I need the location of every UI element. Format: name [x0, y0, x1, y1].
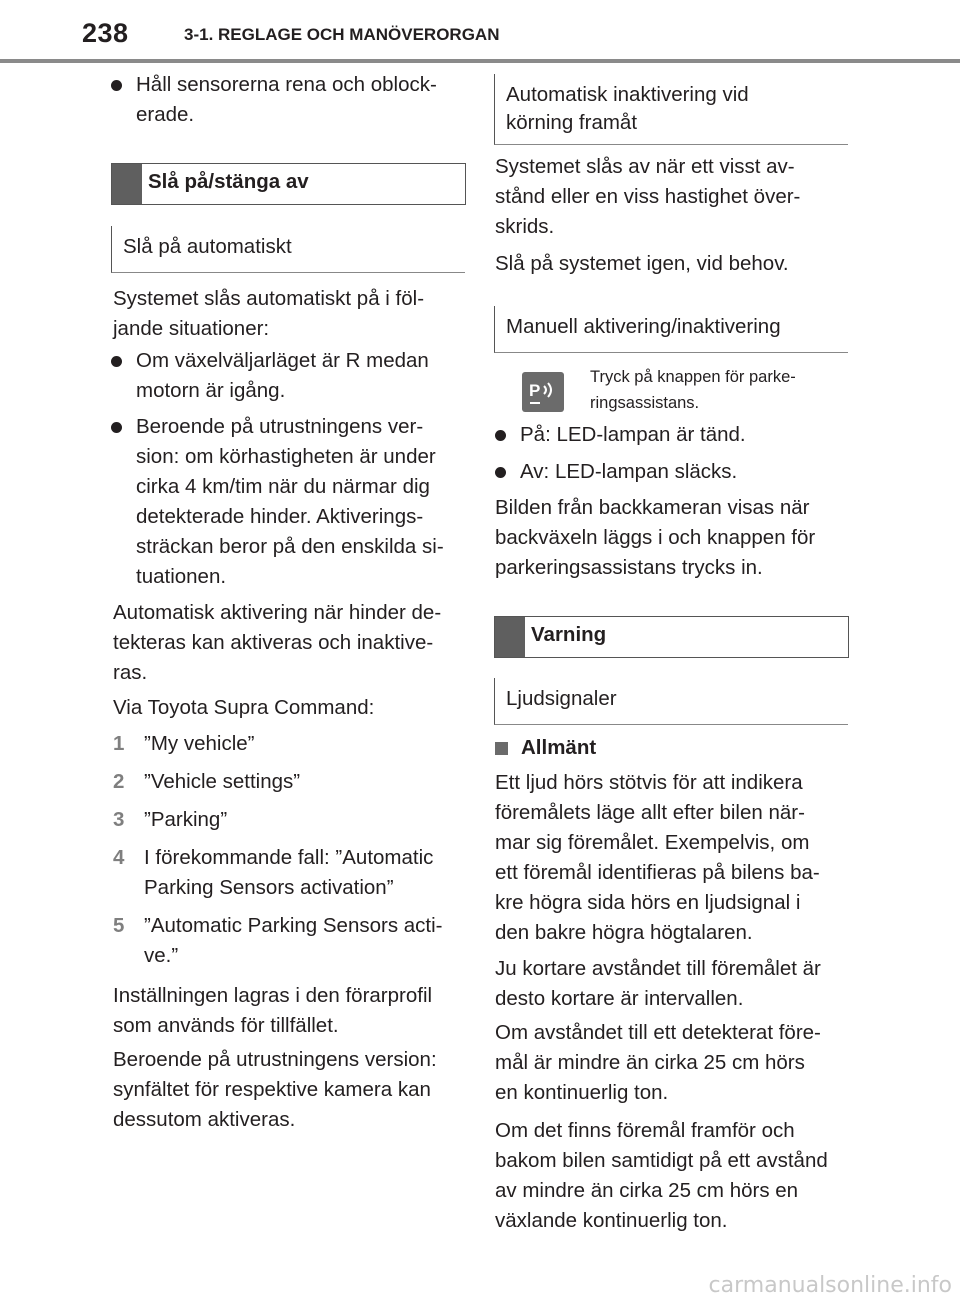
step-number: 1: [113, 732, 125, 755]
page-number: 238: [82, 18, 129, 48]
subsection-sound-signals: [494, 678, 848, 725]
bullet-dot: [111, 80, 122, 91]
icon-caption: Tryck på knappen för parke- ringsassistans.: [590, 368, 796, 412]
camera-paragraph: Bilden från backkameran visas när backväxeln läggs i och knappen för parkeringsassistans trycks in.: [495, 496, 816, 579]
deactivation-paragraph: Systemet slås av när ett visst av- stånd eller en viss hastighet över- skrids.: [495, 155, 801, 238]
bullet-dot: [495, 430, 506, 441]
auto-activation-paragraph: Automatisk aktivering när hinder de- tekteras kan aktiveras och inaktive- ras.: [113, 601, 442, 684]
reactivate-text: Slå på systemet igen, vid behov.: [495, 252, 789, 275]
subsection-manual: [494, 306, 848, 353]
subsection-title: Slå på automatiskt: [123, 235, 292, 258]
section-header-bar: [112, 164, 142, 204]
subsection-auto-deactivation: [494, 74, 848, 145]
general-heading: Allmänt: [495, 733, 570, 763]
bullet-dot: [111, 422, 122, 433]
via-command-text: Via Toyota Supra Command:: [113, 696, 375, 719]
section-header-bar: [495, 617, 525, 657]
section-title: Varning: [531, 623, 607, 646]
section-header-on-off: [111, 163, 466, 205]
parking-assist-glyph: [522, 372, 564, 412]
subsection-auto-on: [111, 226, 465, 273]
intro-paragraph: Systemet slås automatiskt på i föl- jande situationer:: [113, 287, 425, 340]
alternating-tone-paragraph: Om det finns föremål framför och bakom bilen samtidigt på ett avstånd av mindre än cirka 25 cm hörs en växlande kontinuerlig ton.: [495, 1119, 828, 1232]
svg-text:P: P: [529, 381, 541, 400]
saved-setting-paragraph: Inställningen lagras i den förarprofil som används för tillfället.: [113, 984, 433, 1037]
subsection-title: Automatisk inaktivering vid körning framåt: [506, 83, 749, 134]
step-number: 4: [113, 846, 125, 869]
version-paragraph: Beroende på utrustningens version: synfältet för respektive kamera kan dessutom aktiveras.: [113, 1048, 437, 1131]
section-header-warning: [494, 616, 849, 658]
bullet-dot: [111, 356, 122, 367]
bullet-dot: [495, 467, 506, 478]
header-rule: [0, 59, 960, 63]
step-number: 3: [113, 808, 125, 831]
parking-assist-icon: [522, 372, 564, 412]
section-title: Slå på/stänga av: [148, 170, 309, 193]
watermark: carmanualsonline.info: [708, 1273, 952, 1298]
interval-paragraph: Ju kortare avståndet till föremålet är desto kortare är intervallen.: [495, 957, 821, 1010]
continuous-tone-paragraph: Om avståndet till ett detekterat före- mål är mindre än cirka 25 cm hörs en kontinuerlig ton.: [495, 1021, 821, 1104]
chapter-title: 3-1. REGLAGE OCH MANÖVERORGAN: [184, 25, 500, 44]
subsection-title: Ljudsignaler: [506, 687, 617, 710]
step-number: 2: [113, 770, 125, 793]
general-paragraph: Ett ljud hörs stötvis för att indikera föremålets läge allt efter bilen när- mar sig föremålet. Exempelvis, om ett föremål identifieras på bilens ba- kre högra sida hörs en ljudsignal i den bakre högra högtalaren.: [495, 771, 820, 944]
step-number: 5: [113, 914, 125, 937]
square-bullet: [495, 742, 508, 755]
subsection-title: Manuell aktivering/inaktivering: [506, 315, 781, 338]
page-header: [0, 0, 960, 68]
